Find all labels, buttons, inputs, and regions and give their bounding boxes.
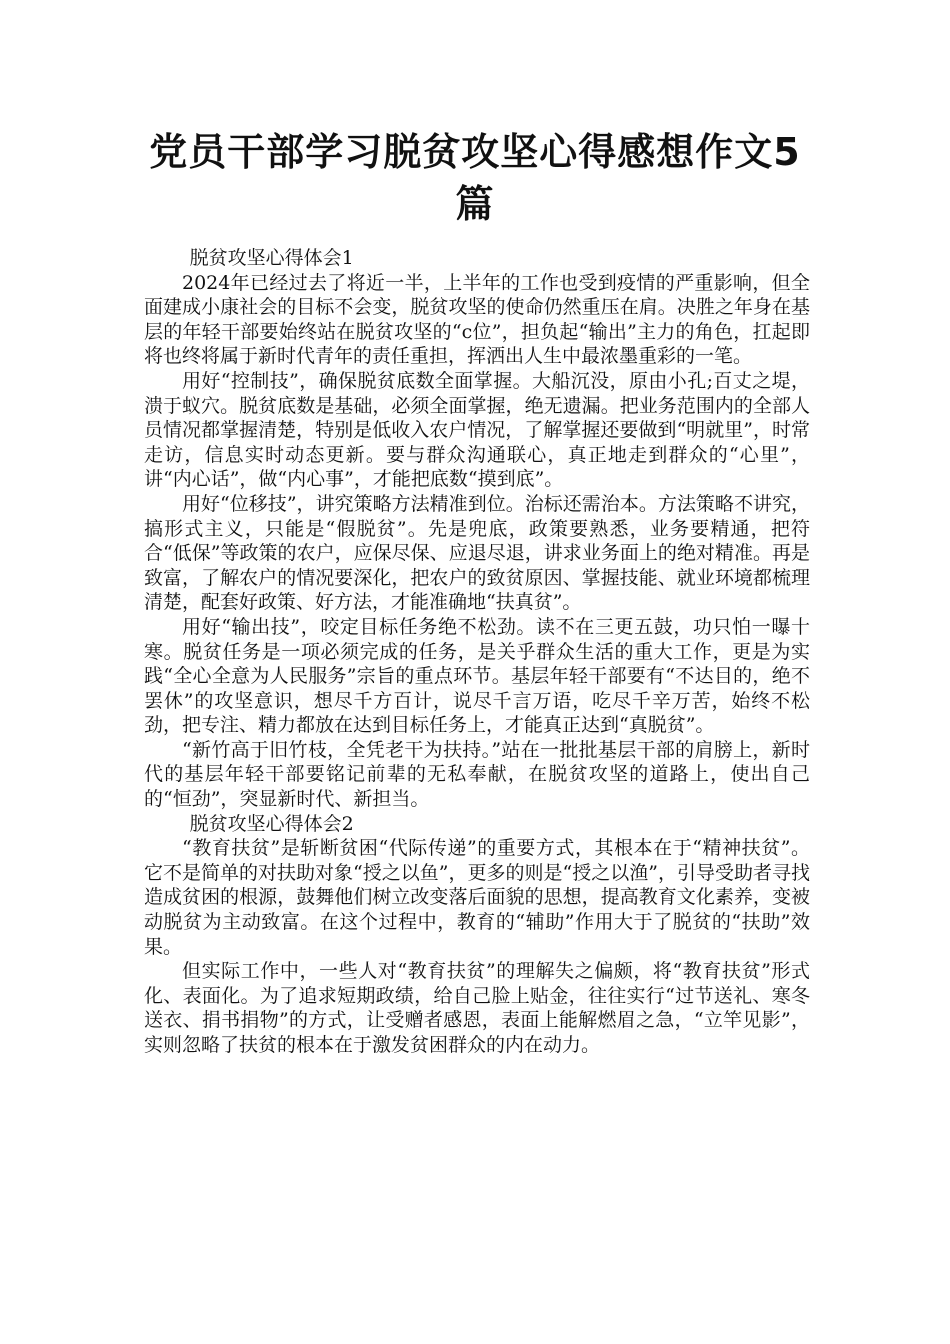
paragraph: 用好“输出技”，咬定目标任务绝不松劲。读不在三更五鼓，功只怕一曝十寒。脱贫任务是一项必须完成的任务，是关乎群众生活的重大工作，更是为实践“全心全意为人民服务”宗旨的重点环节。基层年轻干部要有“不达目的，绝不罢休”的攻坚意识，想尽千方百计，说尽千言万语，吃尽千辛万苦，始终不松劲，把专注、精力都放在达到目标任务上，才能真正达到“真脱贫”。 [144, 615, 810, 737]
document-title: 党员干部学习脱贫攻坚心得感想作文5篇 [149, 130, 801, 226]
paragraph: “教育扶贫”是斩断贫困“代际传递”的重要方式，其根本在于“精神扶贫”。它不是简单的对扶助对象“授之以鱼”，更多的则是“授之以渔”，引导受助者寻找造成贫困的根源，鼓舞他们树立改变落后面貌的思想，提高教育文化素养，变被动脱贫为主动致富。在这个过程中，教育的“辅助”作用大于了脱贫的“扶助”效果。 [144, 837, 810, 958]
paragraph: “新竹高于旧竹枝，全凭老干为扶持。”站在一批批基层干部的肩膀上，新时代的基层年轻干部要铭记前辈的无私奉献，在脱贫攻坚的道路上，使出自己的“恒劲”，突显新时代、新担当。 [144, 738, 810, 811]
paragraph: 用好“位移技”，讲究策略方法精准到位。治标还需治本。方法策略不讲究，搞形式主义，只能是“假脱贫”。先是兜底，政策要熟悉，业务要精通，把符合“低保”等政策的农户，应保尽保、应退尽退，讲求业务面上的绝对精准。再是致富，了解农户的情况要深化，把农户的致贫原因、掌握技能、就业环境都梳理清楚，配套好政策、好方法，才能准确地“扶真贫”。 [144, 492, 810, 614]
document-body [144, 246, 810, 1058]
section-heading-1: 脱贫攻坚心得体会1 [189, 247, 354, 269]
paragraph: 但实际工作中，一些人对“教育扶贫”的理解失之偏颇，将“教育扶贫”形式化、表面化。为了追求短期政绩，给自己脸上贴金，往往实行“过节送礼、寒冬送衣、捐书捐物”的方式，让受赠者感恩，表面上能解燃眉之急，“立竿见影”，实则忽略了扶贫的根本在于激发贫困群众的内在动力。 [144, 960, 810, 1056]
section-heading-2: 脱贫攻坚心得体会2 [189, 812, 354, 835]
paragraph: 用好“控制技”，确保脱贫底数全面掌握。大船沉没，原由小孔;百丈之堤，溃于蚁穴。脱贫底数是基础，必须全面掌握，绝无遗漏。把业务范围内的全部人员情况都掌握清楚，特别是低收入农户情况，了解掌握还要做到“明就里”，时常走访，信息实时动态更新。要与群众沟通联心，真正地走到群众的“心里”，讲“内心话”，做“内心事”，才能把底数“摸到底”。 [144, 369, 810, 491]
paragraph: 2024年已经过去了将近一半，上半年的工作也受到疫情的严重影响，但全面建成小康社会的目标不会变，脱贫攻坚的使命仍然重压在肩。决胜之年身在基层的年轻干部要始终站在脱贫攻坚的“c位”，担负起“输出”主力的角色，扛起即将也终将属于新时代青年的责任重担，挥洒出人生中最浓墨重彩的一笔。 [144, 271, 810, 368]
